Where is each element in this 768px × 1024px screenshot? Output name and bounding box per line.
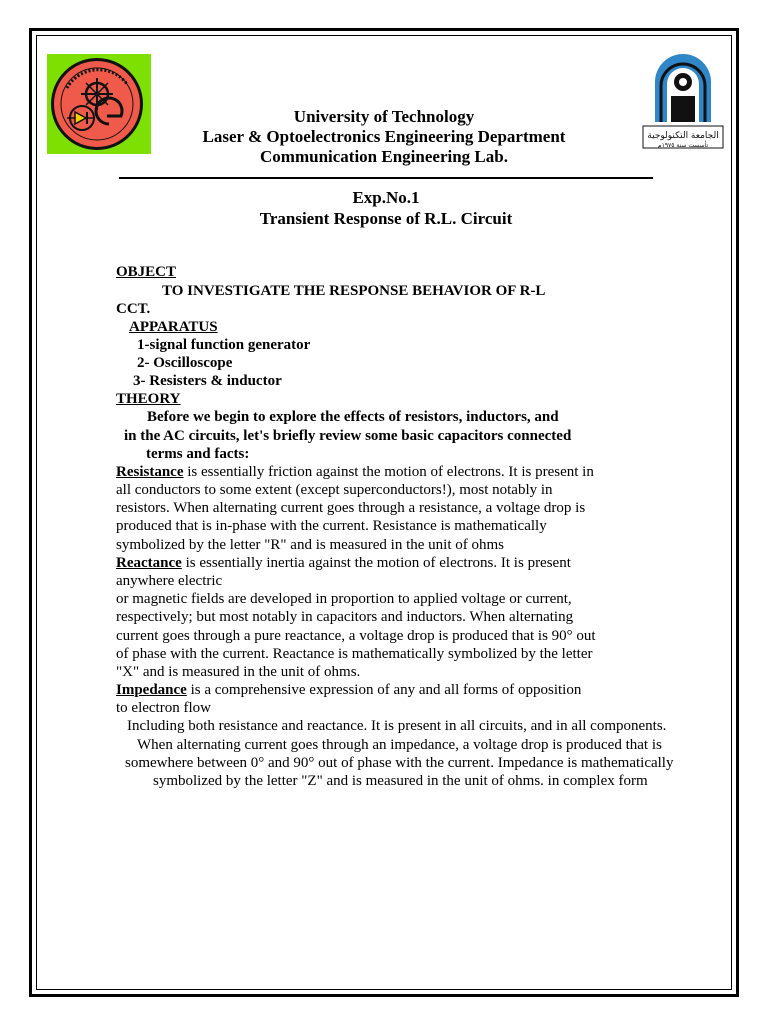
theory-line: Before we begin to explore the effects of resistors, inductors, and — [147, 409, 559, 425]
resistance-line: all conductors to some extent (except superconductors!), most notably in — [116, 482, 553, 498]
university-name: University of Technology — [293, 107, 475, 126]
reactance-line: current goes through a pure reactance, a voltage drop is produced that is 90° out — [116, 628, 596, 644]
apparatus-item: 2- Oscilloscope — [137, 355, 233, 371]
resistance-line: Resistance is essentially friction against the motion of electrons. It is present in — [116, 464, 594, 480]
reactance-line: "X" and is measured in the unit of ohms. — [116, 664, 361, 680]
object-heading: OBJECT — [116, 264, 177, 280]
impedance-line: Including both resistance and reactance. It is present in all circuits, and in all components. — [127, 718, 667, 734]
reactance-line: of phase with the current. Reactance is mathematically symbolized by the letter — [116, 646, 593, 662]
apparatus-item: 3- Resisters & inductor — [133, 373, 282, 389]
resistance-line: symbolized by the letter "R" and is measured in the unit of ohms — [116, 537, 505, 553]
header-divider — [119, 177, 653, 179]
impedance-line: Impedance is a comprehensive expression of any and all forms of opposition — [116, 682, 582, 698]
theory-heading: THEORY — [116, 391, 181, 407]
impedance-line: When alternating current goes through an impedance, a voltage drop is produced that is — [137, 737, 662, 753]
reactance-line: or magnetic fields are developed in proportion to applied voltage or current, — [116, 591, 572, 607]
experiment-title: Transient Response of R.L. Circuit — [259, 209, 513, 228]
apparatus-heading: APPARATUS — [129, 319, 218, 335]
object-line-2: CCT. — [116, 301, 151, 317]
resistance-line: resistors. When alternating current goes through a resistance, a voltage drop is — [116, 500, 586, 516]
experiment-number: Exp.No.1 — [352, 188, 420, 207]
reactance-line: respectively; but most notably in capacitors and inductors. When alternating — [116, 609, 574, 625]
resistance-line: produced that is in-phase with the current. Resistance is mathematically — [116, 518, 547, 534]
university-logo-subtext: تأسست سنة ١٩٧٥م — [657, 142, 709, 149]
theory-line: in the AC circuits, let's briefly review some basic capacitors connected — [124, 428, 572, 444]
reactance-line: anywhere electric — [116, 573, 223, 589]
reactance-term: Reactance — [116, 555, 182, 571]
impedance-line: somewhere between 0° and 90° out of phase with the current. Impedance is mathematically — [125, 755, 674, 771]
department-name: Laser & Optoelectronics Engineering Department — [202, 127, 566, 146]
theory-line: terms and facts: — [146, 446, 250, 462]
university-logo-text: الجامعة التكنولوجية — [647, 131, 719, 141]
apparatus-item: 1-signal function generator — [137, 337, 311, 353]
object-line-1: TO INVESTIGATE THE RESPONSE BEHAVIOR OF R-L — [162, 283, 546, 299]
impedance-line: symbolized by the letter "Z" and is measured in the unit of ohms. in complex form — [153, 773, 648, 789]
reactance-line: Reactance is essentially inertia against the motion of electrons. It is present — [116, 555, 571, 571]
resistance-term: Resistance — [116, 464, 184, 480]
impedance-line: to electron flow — [116, 700, 211, 716]
lab-name: Communication Engineering Lab. — [260, 147, 508, 166]
impedance-term: Impedance — [116, 682, 187, 698]
